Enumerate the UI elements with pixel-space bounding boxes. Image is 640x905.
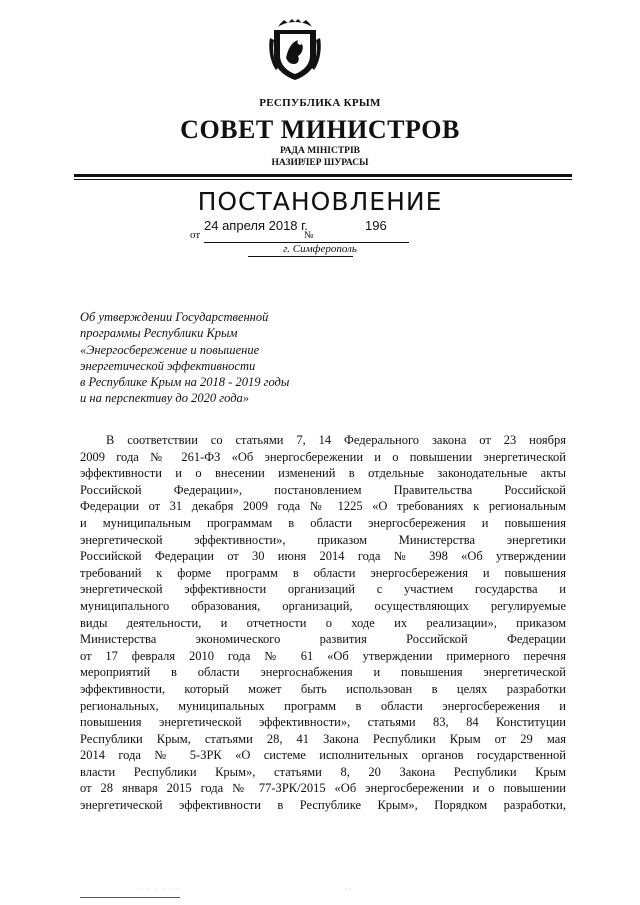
body-line: Министерства экономического развития Российской Федерации bbox=[80, 632, 566, 647]
subject-line: программы Республики Крым bbox=[80, 326, 238, 341]
city-underline bbox=[248, 256, 353, 257]
decree-subject bbox=[80, 309, 330, 407]
body-line: от 17 февраля 2010 года № 61 «Об утверждении примерного перечня bbox=[80, 648, 566, 663]
body-line: энергетической эффективности в Республике Крым», Порядком разработки, bbox=[80, 798, 566, 813]
body-line: 2014 года № 5-ЗРК «О системе исполнительных органов государственной bbox=[80, 748, 566, 763]
date-prefix-label: от bbox=[190, 229, 201, 241]
city-name: г. Симферополь bbox=[283, 243, 357, 255]
decree-number: 196 bbox=[365, 218, 387, 233]
subject-line: Об утверждении Государственной bbox=[80, 310, 269, 324]
body-line: эффективности, который может быть использован в целях разработки bbox=[80, 681, 566, 696]
subject-line: «Энергосбережение и повышение bbox=[80, 342, 260, 357]
decree-date: 24 апреля 2018 г. bbox=[204, 218, 308, 233]
body-line: Российской Федерации», постановлением Правительства Российской bbox=[80, 482, 566, 497]
document-title: ПОСТАНОВЛЕНИЕ bbox=[197, 187, 443, 216]
scan-artifact-dots: · · · · · · bbox=[140, 887, 182, 893]
council-title: СОВЕТ МИНИСТРОВ bbox=[180, 115, 460, 144]
subject-line: энергетической эффективности bbox=[80, 358, 256, 373]
body-line: Республики Крым, статьями 28, 41 Закона Республики Крым от 29 мая bbox=[80, 731, 566, 746]
body-line: власти Республики Крым», статьями 8, 20 Закона Республики Крым bbox=[80, 764, 566, 779]
footer-rule bbox=[80, 897, 180, 898]
body-line: Федерации от 31 декабря 2009 года № 1225 «О требованиях к региональным bbox=[80, 499, 566, 514]
body-line: от 28 января 2015 года № 77-ЗРК/2015 «Об энергосбережении и о повышении bbox=[80, 781, 566, 796]
subject-line: и на перспективу до 2020 года» bbox=[80, 391, 250, 406]
header-divider-thick bbox=[74, 174, 572, 177]
body-line: 2009 года № 261-ФЗ «Об энергосбережении и о повышении энергетической bbox=[80, 449, 566, 464]
body-line: муниципального образования, организаций, осуществляющих регулируемые bbox=[80, 598, 566, 613]
body-line: мероприятий в области энергоснабжения и повышения энергетической bbox=[80, 665, 566, 680]
body-line: В соответствии со статьями 7, 14 Федерального закона от 23 ноября bbox=[106, 433, 566, 447]
body-line: требований к форме программ в области энергосбережения и повышения bbox=[80, 565, 566, 580]
number-sign-label: № bbox=[304, 230, 314, 241]
council-title-crimean-tatar: НАЗИРЛЕР ШУРАСЫ bbox=[271, 158, 369, 168]
coat-of-arms-emblem bbox=[268, 18, 322, 82]
subject-line: в Республике Крым на 2018 - 2019 годы bbox=[80, 375, 290, 390]
body-line: региональных, муниципальных программ в области энергосбережения и bbox=[80, 698, 566, 713]
body-line: энергетической эффективности», приказом Министерства энергетики bbox=[80, 532, 566, 547]
decree-date-row bbox=[190, 218, 420, 240]
body-line: энергетической эффективности организаций с участием государства и bbox=[80, 582, 566, 597]
body-line: виды деятельности, и отчетности о ходе их реализации», приказом bbox=[80, 615, 566, 630]
scan-artifact-dots: · · bbox=[345, 887, 351, 893]
header-divider-thin bbox=[74, 179, 572, 180]
body-line: Российской Федерации от 30 июня 2014 года № 398 «Об утверждении bbox=[80, 549, 566, 564]
council-title-ukrainian: РАДА МІНІСТРІВ bbox=[279, 146, 360, 156]
body-paragraph bbox=[80, 432, 566, 814]
body-line: повышения энергетической эффективности», статьями 83, 84 Конституции bbox=[80, 715, 566, 730]
body-line: эффективности и о внесении изменений в отдельные законодательные акты bbox=[80, 466, 566, 481]
republic-name: РЕСПУБЛИКА КРЫМ bbox=[259, 97, 381, 109]
body-line: и муниципальным программам в области энергосбережения и повышения bbox=[80, 515, 566, 530]
